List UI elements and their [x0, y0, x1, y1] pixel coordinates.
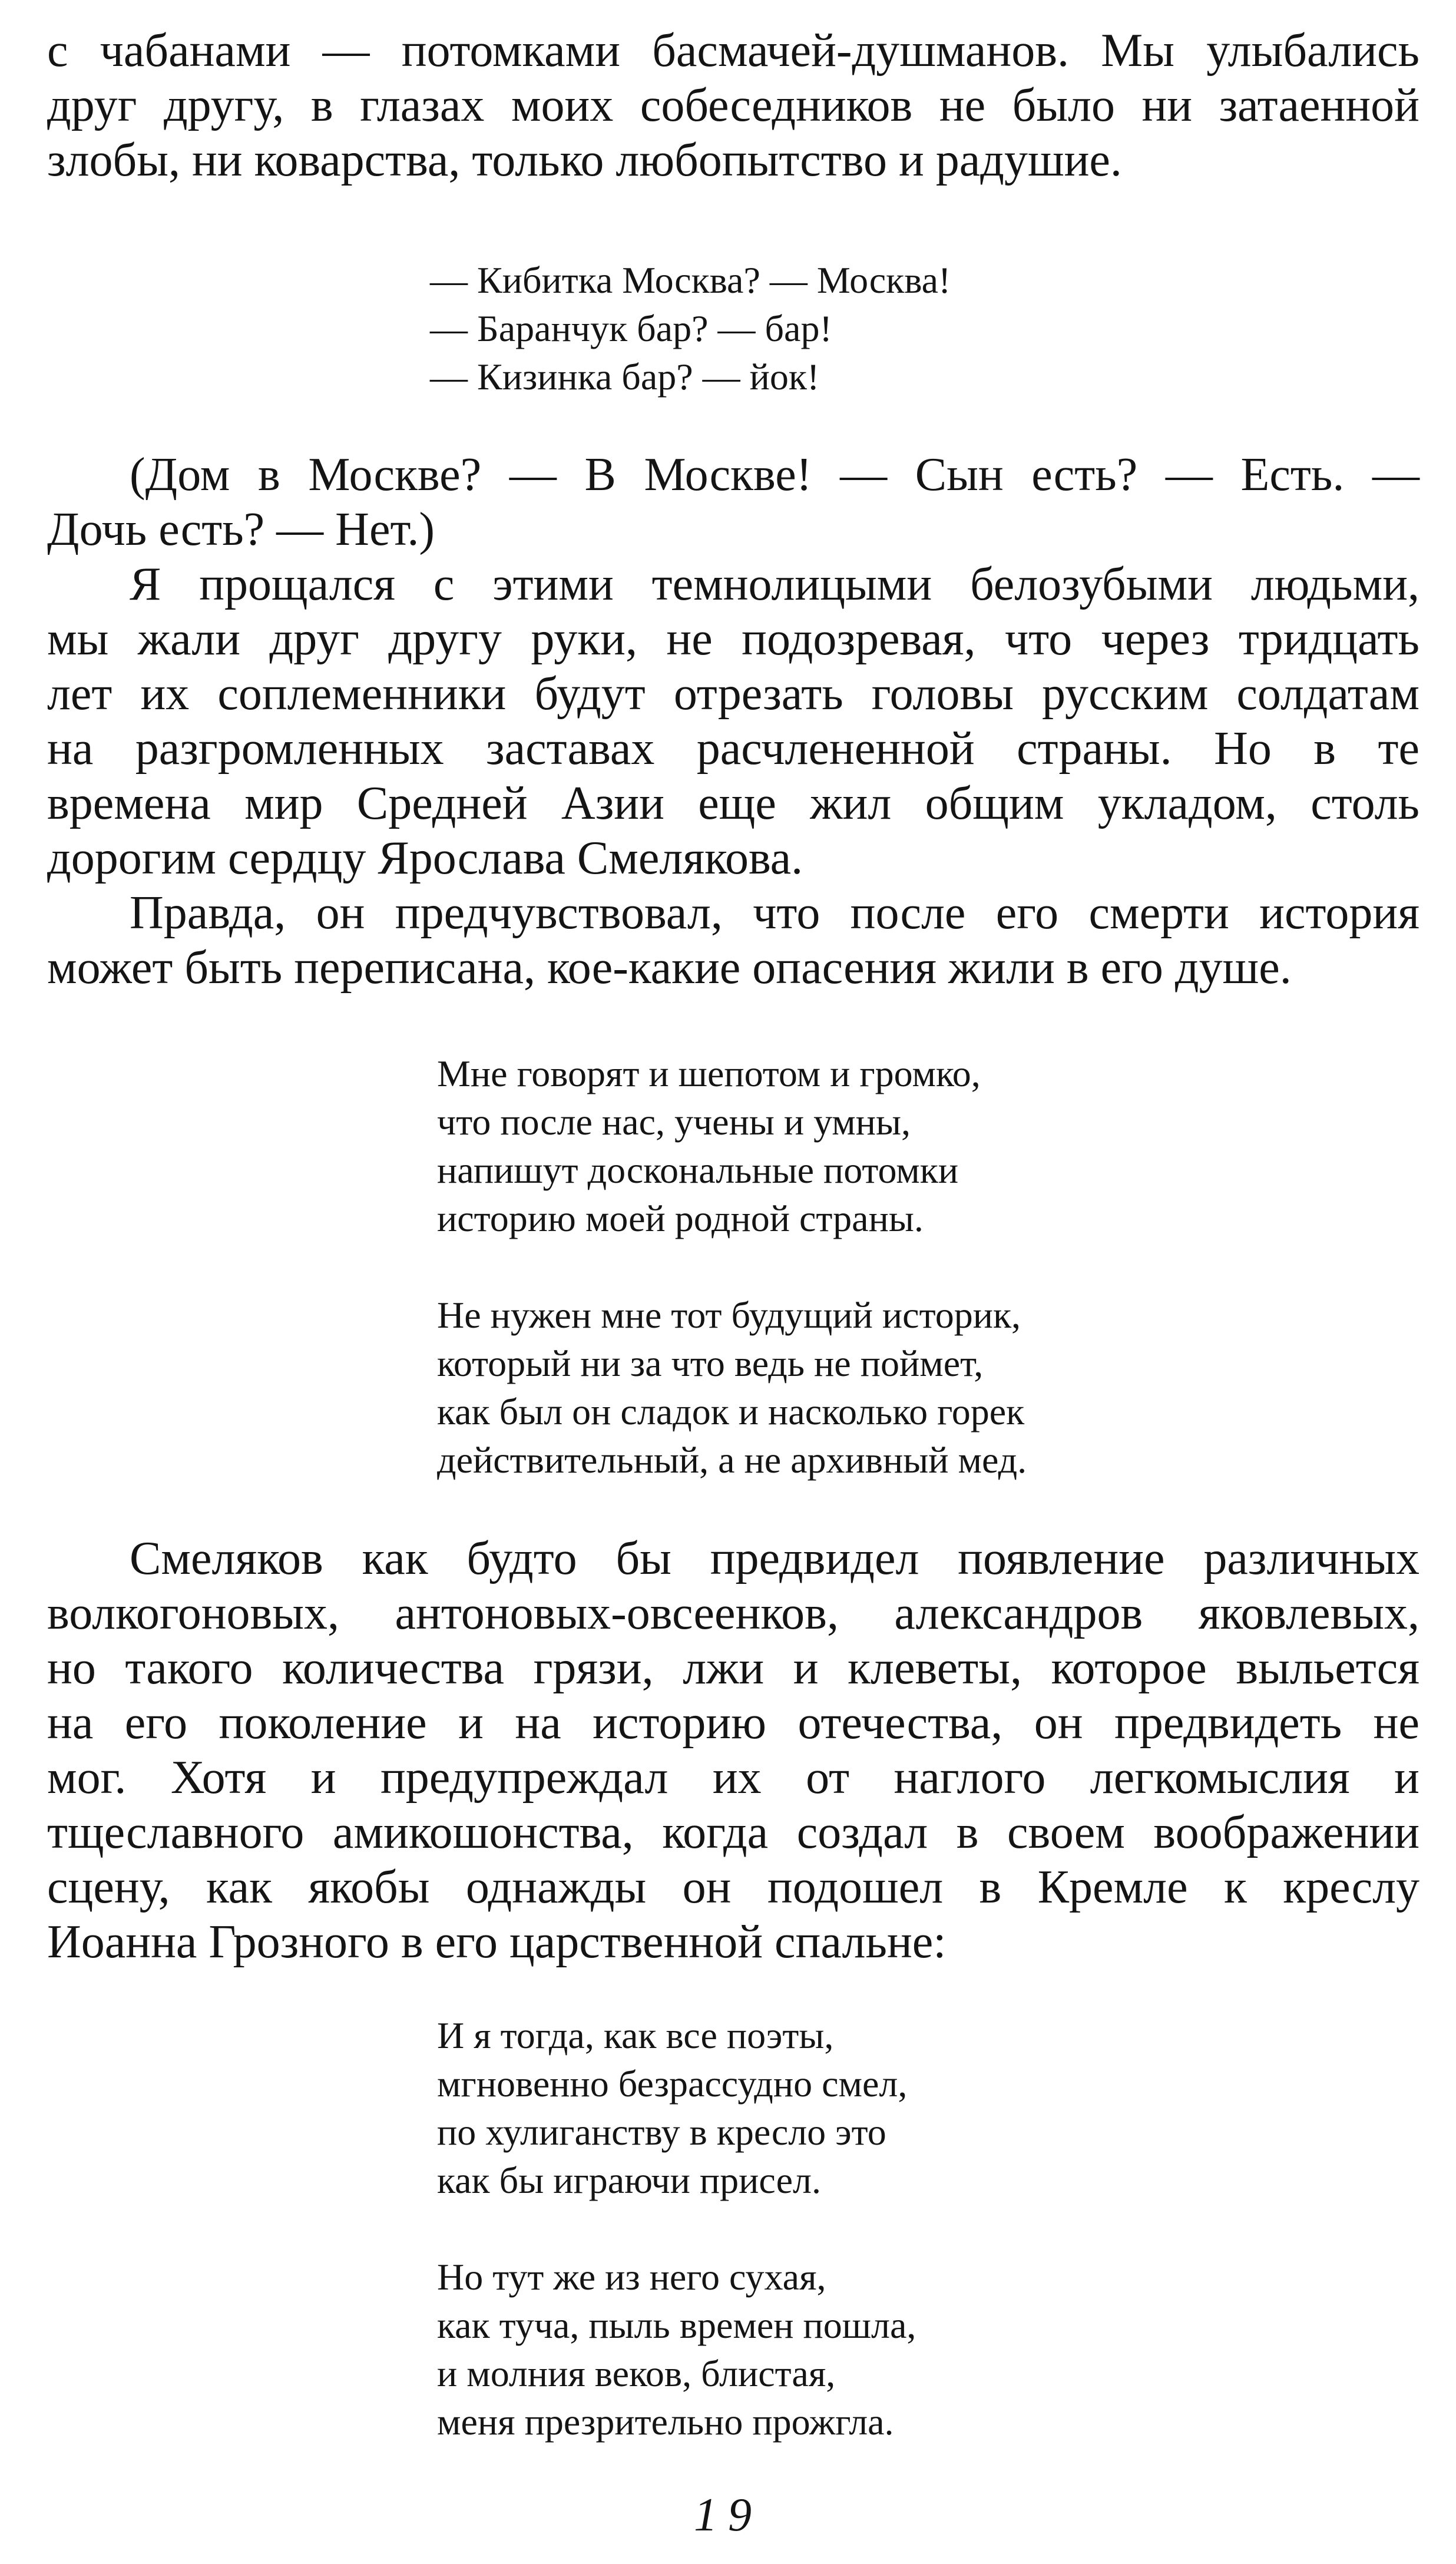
- verse-line: Не нужен мне тот будущий историк,: [437, 1294, 1021, 1336]
- text-line: с чабанами — потомками басмачей-душманов. Мы улыбались: [47, 25, 1419, 77]
- poem-stanza: [437, 2012, 916, 2205]
- poem-stanza: [437, 1050, 1027, 1243]
- text-line: мы жали друг другу руки, не подозревая, что через тридцать: [47, 613, 1419, 665]
- paragraph-5: [47, 1531, 1419, 1970]
- text-line: Я прощался с этими темнолицыми белозубыми людьми,: [130, 558, 1419, 610]
- text-line: но такого количества грязи, лжи и клеветы, которое выльется: [47, 1642, 1419, 1694]
- poem-1: [437, 1050, 1027, 1484]
- verse-line: как был он сладок и насколько горек: [437, 1391, 1025, 1432]
- paragraph-3: [47, 557, 1419, 886]
- verse-line: напишут доскональные потомки: [437, 1149, 959, 1191]
- verse-line: как туча, пыль времен пошла,: [437, 2304, 916, 2346]
- dialogue-line: — Кизинка бар? — йок!: [430, 356, 820, 398]
- text-line: Правда, он предчувствовал, что после его смерти история: [130, 887, 1419, 939]
- poem-stanza: [437, 2253, 916, 2446]
- text-line: времена мир Средней Азии еще жил общим укладом, столь: [47, 778, 1419, 829]
- paragraph-2: [47, 448, 1419, 557]
- text-line: тщеславного амикошонства, когда создал в своем воображении: [47, 1807, 1419, 1858]
- text-line: Иоанна Грозного в его царственной спальне:: [47, 1916, 947, 1968]
- verse-line: Мне говорят и шепотом и громко,: [437, 1053, 981, 1094]
- dialogue-line: — Баранчук бар? — бар!: [430, 307, 832, 349]
- text-line: на его поколение и на историю отечества, он предвидеть не: [47, 1697, 1419, 1749]
- text-line: сцену, как якобы однажды он подошел в Кремле к креслу: [47, 1861, 1419, 1913]
- verse-line: меня презрительно прожгла.: [437, 2401, 894, 2443]
- text-line: друг другу, в глазах моих собеседников не было ни затаенной: [47, 80, 1419, 131]
- text-line: Смеляков как будто бы предвидел появление различных: [130, 1533, 1419, 1584]
- verse-line: как бы играючи присел.: [437, 2159, 821, 2201]
- paragraph-4: [47, 886, 1419, 995]
- text-line: на разгромленных заставах расчлененной страны. Но в те: [47, 723, 1419, 775]
- verse-line: что после нас, учены и умны,: [437, 1101, 911, 1143]
- verse-line: по хулиганству в кресло это: [437, 2111, 886, 2153]
- poem-2: [437, 2012, 916, 2446]
- text-line: дорогим сердцу Ярослава Смелякова.: [47, 832, 803, 884]
- verse-line: мгновенно безрассудно смел,: [437, 2063, 908, 2105]
- verse-line: историю моей родной страны.: [437, 1197, 924, 1239]
- verse-line: И я тогда, как все поэты,: [437, 2014, 834, 2056]
- verse-line: действительный, а не архивный мед.: [437, 1439, 1027, 1481]
- text-line: волкогоновых, антоновых-овсеенков, александров яковлевых,: [47, 1587, 1419, 1639]
- text-line: (Дом в Москве? — В Москве! — Сын есть? — Есть. —: [130, 449, 1419, 501]
- page-number: 19: [694, 2489, 762, 2541]
- text-line: злобы, ни коварства, только любопытство и радушие.: [47, 134, 1122, 186]
- text-line: лет их соплеменники будут отрезать головы русским солдатам: [47, 668, 1419, 720]
- text-line: Дочь есть? — Нет.): [47, 504, 435, 555]
- verse-line: и молния веков, блистая,: [437, 2353, 836, 2394]
- dialogue-block: [430, 256, 951, 401]
- verse-line: который ни за что ведь не поймет,: [437, 1342, 984, 1384]
- text-line: может быть переписана, кое-какие опасения жили в его душе.: [47, 942, 1292, 994]
- dialogue-line: — Кибитка Москва? — Москва!: [430, 259, 951, 301]
- verse-line: Но тут же из него сухая,: [437, 2256, 826, 2298]
- paragraph-1: [47, 24, 1419, 188]
- text-line: мог. Хотя и предупреждал их от наглого легкомыслия и: [47, 1752, 1419, 1804]
- poem-stanza: [437, 1291, 1027, 1484]
